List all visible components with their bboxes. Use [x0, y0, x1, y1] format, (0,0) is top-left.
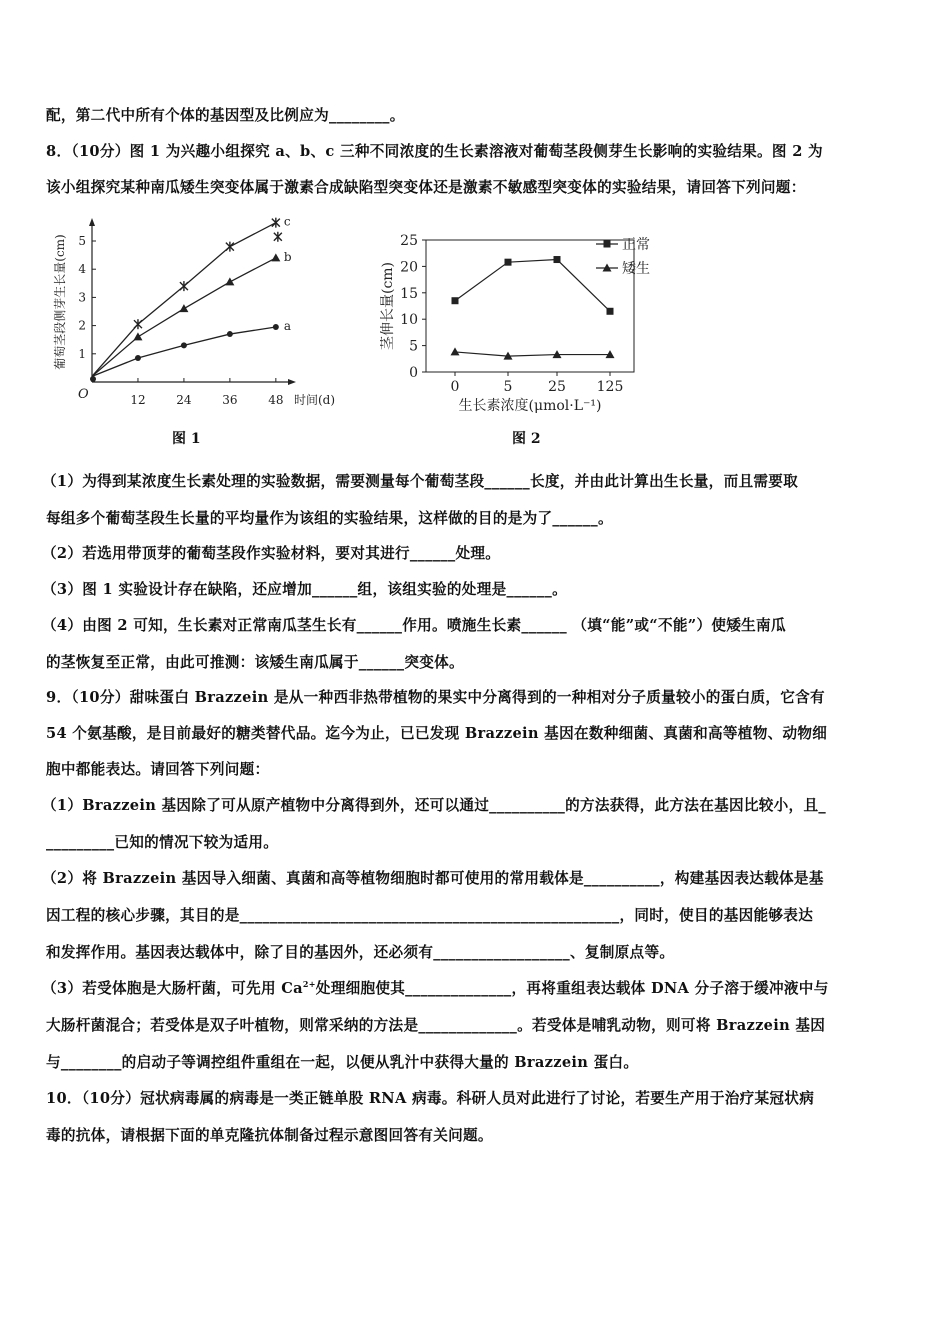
figure-2-series-point	[451, 347, 460, 355]
figure-1-series-b-point	[271, 253, 280, 261]
figure-2-y-tick-label: 15	[400, 285, 418, 302]
figure-1-series-a-line	[92, 327, 276, 376]
figure-1-y-arrow	[89, 218, 95, 226]
figure-1-series-c-point	[226, 242, 234, 252]
q9-part3-line3: 与________的启动子等调控组件重组在一起，以便从乳汁中获得大量的 Brazzein 蛋白。	[46, 1054, 639, 1071]
q8-part1-line2: 每组多个葡萄茎段生长量的平均量作为该组的实验结果，这样做的目的是为了______。	[46, 510, 613, 527]
figure-1-x-tick-label: 24	[176, 393, 192, 407]
figure-2-y-tick-label: 5	[409, 338, 418, 355]
figure-1-y-axis-label: 葡萄茎段侧芽生长量(cm)	[53, 234, 67, 370]
figure-1-x-tick-label: 36	[222, 393, 238, 407]
figure-1-series-c-label: c	[283, 214, 291, 229]
figure-2-chart	[380, 224, 680, 419]
figure-2-y-tick-label: 0	[409, 365, 418, 381]
q8-part2: （2）若选用带顶芽的葡萄茎段作实验材料，要对其进行______处理。	[42, 545, 501, 562]
figure-1-series-a-point	[135, 355, 141, 361]
figure-2-series-point	[452, 297, 459, 304]
figure-2-legend-marker	[604, 241, 611, 248]
text-line-1: 配，第二代中所有个体的基因型及比例应为________。	[46, 107, 405, 124]
figure-2-x-tick-label: 25	[548, 379, 566, 395]
calcium-superscript: 2+	[302, 979, 316, 989]
figure-2-series-line	[455, 260, 610, 312]
q9-part3-line1	[42, 977, 829, 998]
figure-1-chart	[50, 214, 360, 414]
figure-1-x-axis-label: 时间(d)	[294, 393, 336, 407]
q9-part3-text-b: 处理细胞使其______________，再将重组表达载体 DNA 分子溶于缓冲液中与	[315, 980, 829, 997]
figure-1-series-c-point	[134, 319, 142, 329]
question-8-stem: 8．（10分）图 1 为兴趣小组探究 a、b、c 三种不同浓度的生长素溶液对葡萄茎段侧芽生长影响的实验结果。图 2 为	[46, 143, 823, 160]
figure-1-y-tick-label: 5	[78, 234, 86, 248]
question-10-stem-cont: 毒的抗体，请根据下面的单克隆抗体制备过程示意图回答有关问题。	[46, 1127, 493, 1144]
figure-2-series-point	[607, 308, 614, 315]
figure-1-series-b-point	[225, 277, 234, 285]
q8-part4-line2: 的茎恢复至正常，由此可推测：该矮生南瓜属于______突变体。	[46, 654, 464, 671]
figure-1-series-a-point	[273, 324, 279, 330]
figure-2-x-tick-label: 125	[596, 379, 624, 395]
q8-part4-line1: （4）由图 2 可知，生长素对正常南瓜茎生长有______作用。喷施生长素______ （填“能”或“不能”）使矮生南瓜	[42, 617, 786, 634]
figure-1-x-tick-label: 48	[268, 393, 284, 407]
figure-1-y-tick-label: 4	[78, 262, 86, 277]
figure-1-series-c-point	[272, 218, 280, 228]
figure-1-series-b-label: b	[283, 249, 292, 264]
q9-part3-line2: 大肠杆菌混合；若受体是双子叶植物，则常采纳的方法是_____________。若受体是哺乳动物，则可将 Brazzein 基因	[46, 1017, 826, 1034]
figure-2-series-point	[554, 256, 561, 263]
figure-2-y-tick-label: 20	[400, 259, 418, 276]
figure-1-caption: 图 1	[172, 431, 201, 447]
q9-part2-line3: 和发挥作用。基因表达载体中，除了目的基因外，还必须有__________________、复制原点等。	[46, 944, 675, 961]
figure-2-legend-label: 矮生	[622, 261, 650, 277]
figure-2-y-tick-label: 25	[400, 233, 418, 249]
q9-part1-line1: （1）Brazzein 基因除了可从原产植物中分离得到外，还可以通过__________的方法获得，此方法在基因比较小，且_	[42, 797, 826, 814]
figure-1-x-arrow	[288, 379, 296, 385]
q8-part3: （3）图 1 实验设计存在缺陷，还应增加______组，该组实验的处理是______。	[42, 581, 567, 598]
figure-1-origin-label: O	[78, 387, 89, 402]
question-8-stem-cont: 该小组探究某种南瓜矮生突变体属于激素合成缺陷型突变体还是激素不敏感型突变体的实验结果，请回答下列问题：	[46, 179, 806, 196]
figure-2-series-point	[505, 259, 512, 266]
q9-part2-line1: （2）将 Brazzein 基因导入细菌、真菌和高等植物细胞时都可使用的常用载体是__________，构建基因表达载体是基	[42, 870, 824, 887]
figure-1-extra-point	[274, 232, 282, 242]
figure-2-caption: 图 2	[512, 431, 541, 447]
question-9-stem: 9．（10分）甜味蛋白 Brazzein 是从一种西非热带植物的果实中分离得到的一种相对分子质量较小的蛋白质，它含有	[46, 689, 825, 706]
figure-1-series-a-point	[227, 331, 233, 337]
question-9-stem-end: 胞中都能表达。请回答下列问题：	[46, 761, 270, 778]
figure-1-series-c-point	[180, 281, 188, 291]
figure-1-origin-point	[90, 376, 96, 382]
question-9-stem-cont: 54 个氨基酸，是目前最好的糖类替代品。迄今为止，已已发现 Brazzein 基因在数种细菌、真菌和高等植物、动物细	[46, 725, 828, 742]
figure-2-series-line	[455, 352, 610, 356]
figure-2-x-axis-label: 生长素浓度(μmol·L⁻¹)	[458, 398, 602, 414]
question-10-stem: 10．（10分）冠状病毒属的病毒是一类正链单股 RNA 病毒。科研人员对此进行了讨论，若要生产用于治疗某冠状病	[46, 1090, 815, 1107]
figure-2-y-axis-label: 茎伸长量(cm)	[380, 261, 396, 351]
figure-1-x-tick-label: 12	[130, 393, 146, 407]
figure-1-y-tick-label: 3	[78, 290, 86, 305]
q9-part3-text-a: （3）若受体胞是大肠杆菌，可先用 Ca	[42, 980, 303, 997]
figure-1-series-b-point	[133, 332, 142, 340]
q8-part1-line1: （1）为得到某浓度生长素处理的实验数据，需要测量每个葡萄茎段______长度，并由此计算出生长量，而且需要取	[42, 473, 799, 490]
q9-part1-line2: _________已知的情况下较为适用。	[46, 834, 279, 851]
q9-part2-line2: 因工程的核心步骤，其目的是__________________________________________________，同时，使目的基因能够表达	[46, 907, 814, 924]
figure-2-y-tick-label: 10	[400, 312, 418, 329]
figure-1-series-a-point	[181, 342, 187, 348]
figure-1-y-tick-label: 2	[78, 318, 86, 333]
figure-1-series-b-line	[92, 258, 276, 376]
figure-2-legend-label: 正常	[622, 237, 650, 253]
figure-1-series-b-point	[179, 304, 188, 312]
figure-2-x-tick-label: 5	[503, 379, 513, 395]
figure-1-series-a-label: a	[283, 319, 291, 334]
figure-2-x-tick-label: 0	[450, 379, 460, 395]
figure-1-y-tick-label: 1	[78, 346, 86, 361]
